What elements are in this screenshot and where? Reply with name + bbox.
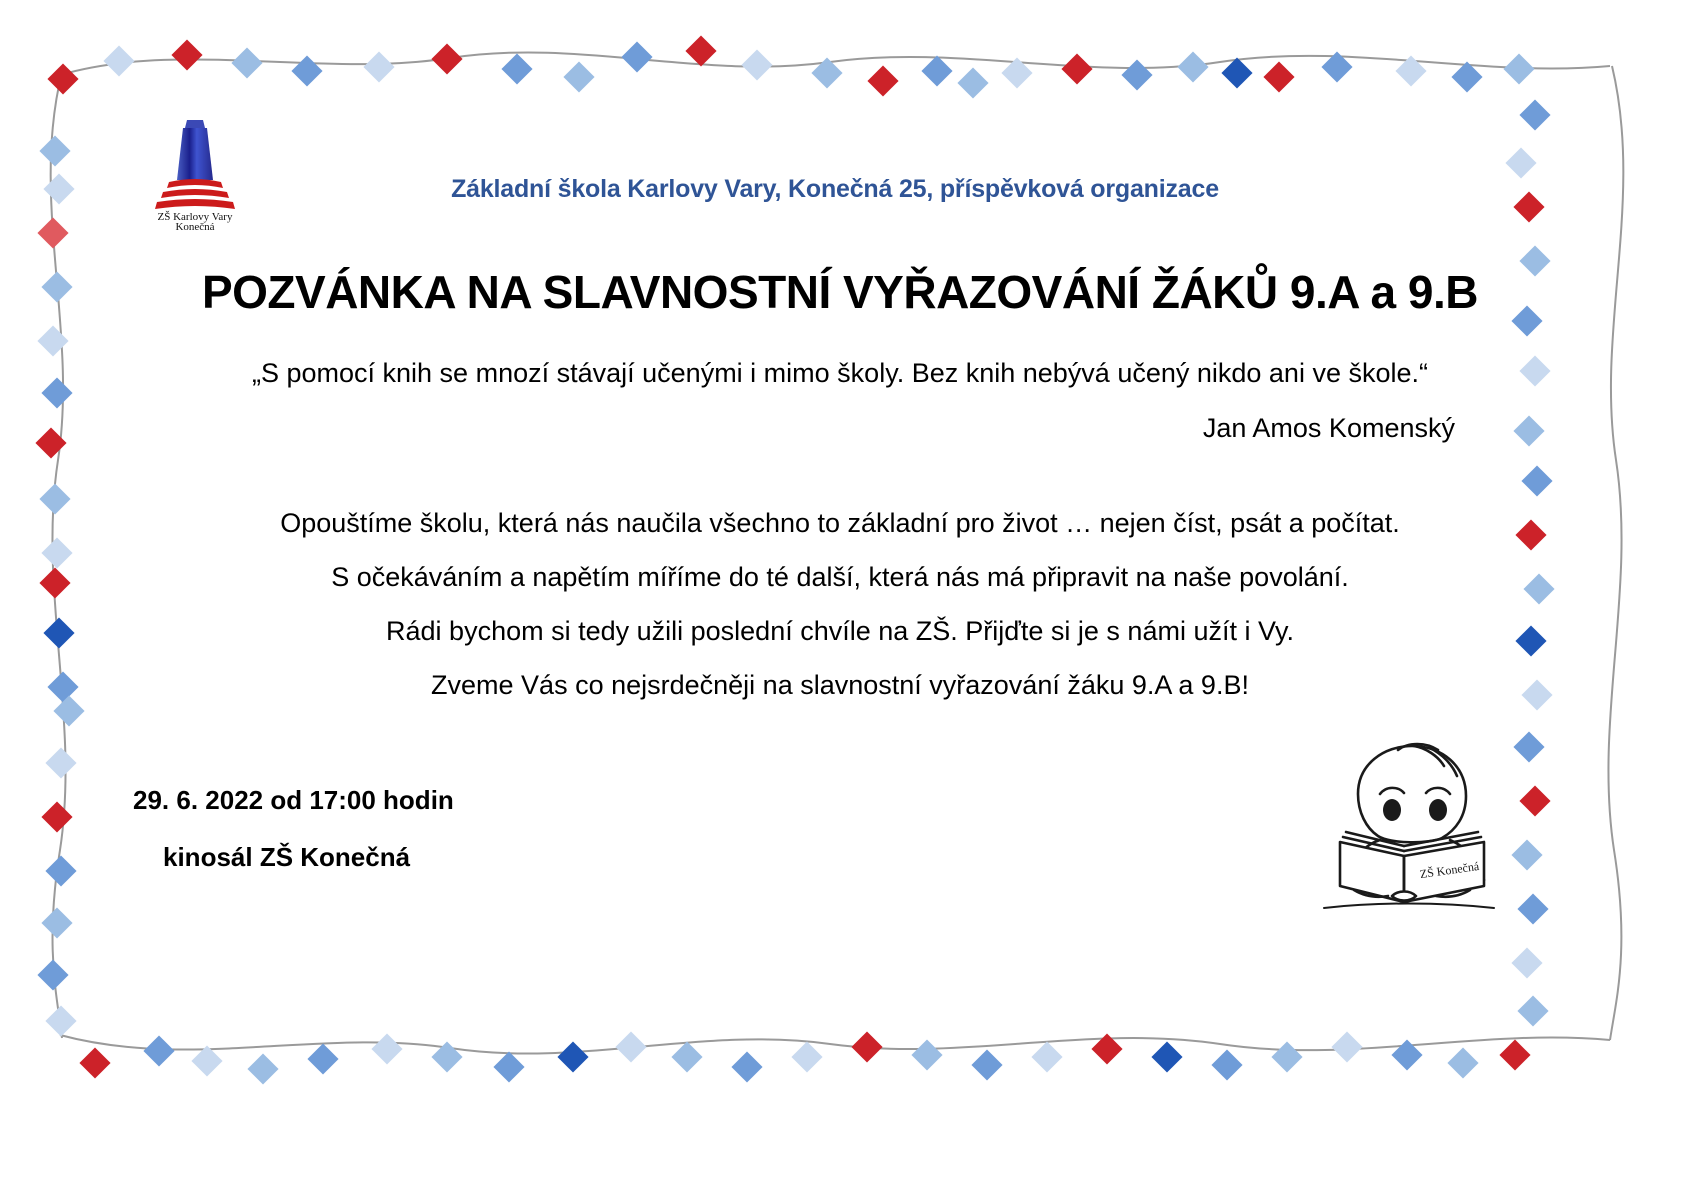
event-details-block — [133, 785, 454, 873]
body-line: Rádi bychom si tedy užili poslední chvíle na ZŠ. Přijďte si je s námi užít i Vy. — [386, 616, 1294, 646]
svg-text:Konečná: Konečná — [175, 221, 215, 230]
body-text-block — [125, 510, 1555, 726]
svg-text:ZŠ Karlovy Vary: ZŠ Karlovy Vary — [157, 211, 233, 223]
event-date-time: 29. 6. 2022 od 17:00 hodin — [133, 785, 454, 815]
body-line: Opouštíme školu, která nás naučila všechno to základní pro život … nejen číst, psát a počítat. — [280, 508, 1400, 538]
school-name-header: Základní škola Karlovy Vary, Konečná 25, příspěvková organizace — [451, 175, 1219, 203]
book-label: ZŠ Konečná — [1418, 858, 1480, 882]
quote-text: „S pomocí knih se mnozí stávají učenými i mimo školy. Bez knih nebývá učený nikdo ani ve škole.“ — [251, 358, 1428, 388]
event-venue: kinosál ZŠ Konečná — [163, 842, 411, 872]
body-line: S očekáváním a napětím míříme do té další, která nás má připravit na naše povolání. — [331, 562, 1349, 592]
child-reading-book-illustration — [1280, 730, 1530, 910]
quote-author: Jan Amos Komenský — [1202, 413, 1455, 443]
body-line: Zveme Vás co nejsrdečněji na slavnostní vyřazování žáku 9.A a 9.B! — [431, 670, 1249, 700]
school-logo — [135, 110, 255, 230]
poster-content — [95, 70, 1585, 1120]
page-title: POZVÁNKA NA SLAVNOSTNÍ VYŘAZOVÁNÍ ŽÁKŮ 9.A a 9.B — [201, 266, 1479, 318]
